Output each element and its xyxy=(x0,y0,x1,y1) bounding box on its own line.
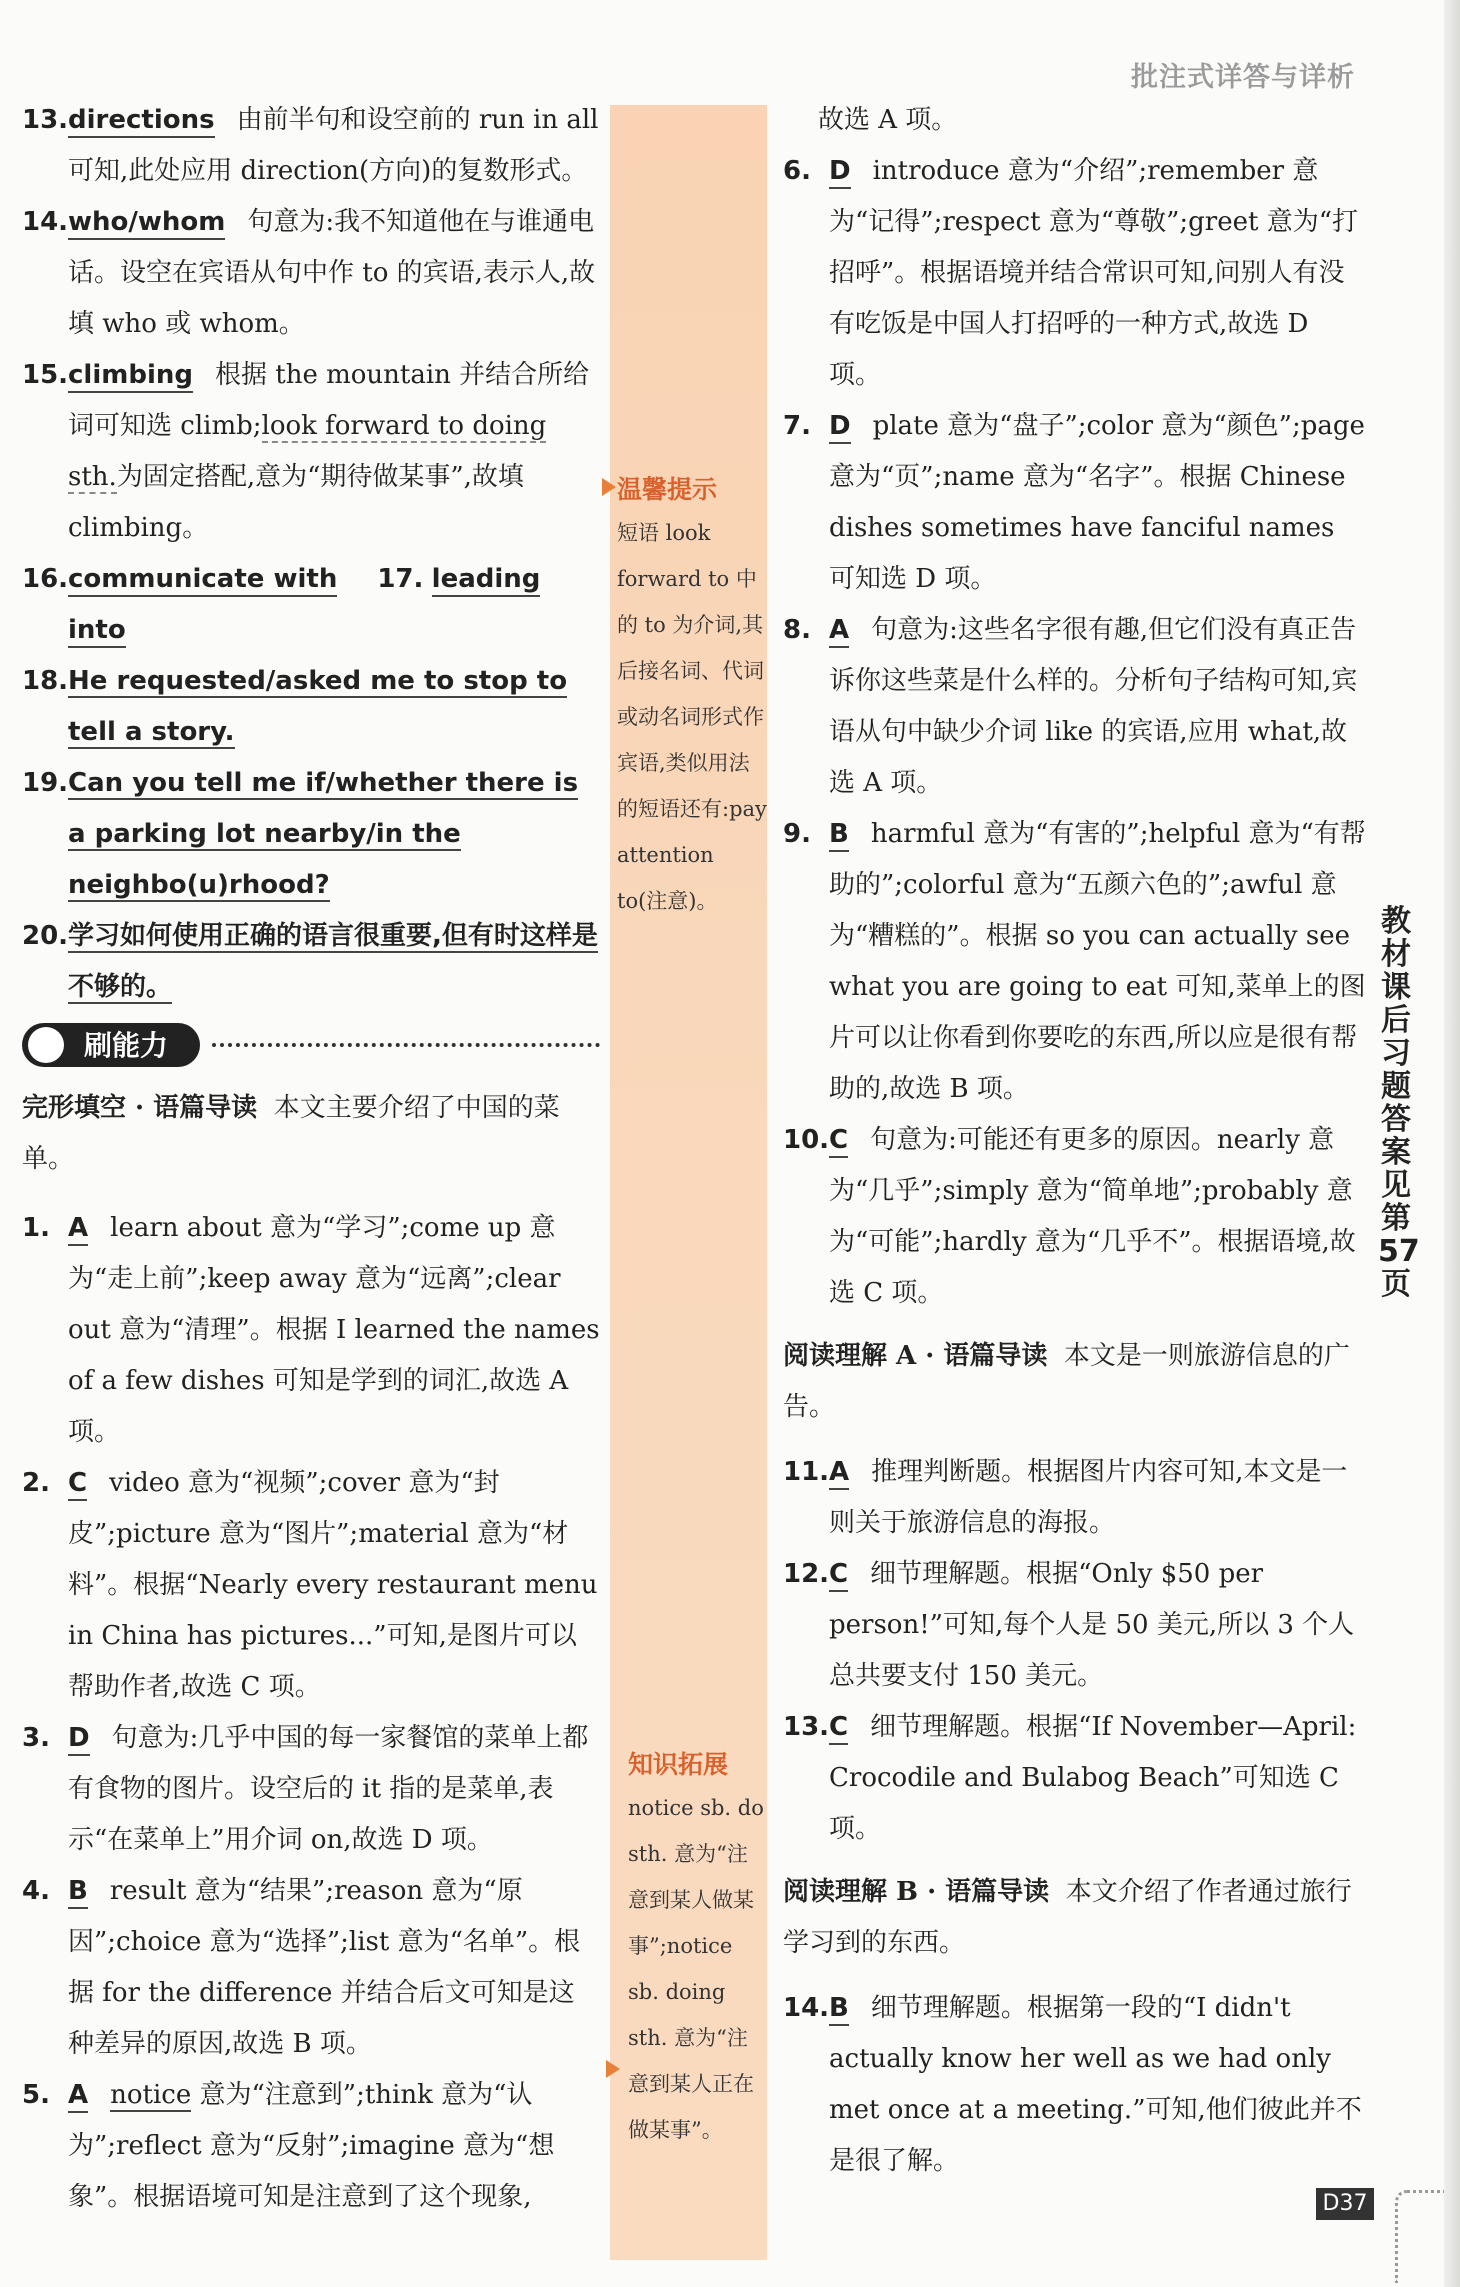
page-edge xyxy=(1444,0,1460,2287)
cloze-intro: 完形填空 · 语篇导读 本文主要介绍了中国的菜单。 xyxy=(22,1093,560,1174)
extension-text: notice sb. do sth. 意为“注意到某人做某事”;notice sb. doing sth. 意为“注意到某人正在做某事”。 xyxy=(628,1796,764,2142)
reading-12: 12. C 细节理解题。根据“Only $50 per person!”可知,每个人是 50 美元,所以 3 个人总共要支付 150 美元。 xyxy=(783,1559,1355,1691)
cloze-8: 8. A 句意为:这些名字很有趣,但它们没有真正告诉你这些菜是什么样的。分析句子结构可知,宾语从句中缺少介词 like 的宾语,应用 what,故选 A 项。 xyxy=(783,615,1358,798)
phrase-highlight: look forward to doing sth. xyxy=(68,411,547,492)
side-tab-label: 教材课后习题答案见第57页 xyxy=(1378,904,1420,1302)
cloze-3: 3. D 句意为:几乎中国的每一家餐馆的菜单上都有食物的图片。设空后的 it 指的是菜单,表示“在菜单上”用介词 on,故选 D 项。 xyxy=(22,1723,589,1855)
answer-key: C xyxy=(829,1559,848,1592)
answer-key: C xyxy=(68,1468,87,1501)
reading-b-intro: 阅读理解 B · 语篇导读 本文介绍了作者通过旅行学习到的东西。 xyxy=(783,1877,1352,1958)
answer-key: D xyxy=(829,411,851,444)
cloze-6: 6. D introduce 意为“介绍”;remember 意为“记得”;respect 意为“尊敬”;greet 意为“打招呼”。根据语境并结合常识可知,问别人有没有吃饭是中国人打招呼的一种方式,故选 D 项。 xyxy=(783,156,1359,390)
cloze-2: 2. C video 意为“视频”;cover 意为“封皮”;picture 意为“图片”;material 意为“材料”。根据“Nearly every restaurant menu in China has pictures...”可知,是图片可以帮助作者,故选 C 项。 xyxy=(22,1468,598,1702)
answer-key: directions xyxy=(68,105,215,138)
cloze-10: 10. C 句意为:可能还有更多的原因。nearly 意为“几乎”;simply 意为“简单地”;probably 意为“可能”;hardly 意为“几乎不”。根据语境,故选 C 项。 xyxy=(783,1125,1356,1308)
arrow-icon xyxy=(602,478,616,496)
brush-icon xyxy=(28,1027,64,1063)
explanation: result 意为“结果”;reason 意为“原因”;choice 意为“选择”;list 意为“名单”。根据 for the difference 并结合后文可知是这种差异的原因,故选 B 项。 xyxy=(68,1876,581,2059)
answer-key: B xyxy=(68,1876,88,1909)
explanation: introduce 意为“介绍”;remember 意为“记得”;respect 意为“尊敬”;greet 意为“打招呼”。根据语境并结合常识可知,问别人有没有吃饭是中国人打招呼的一种方式,故选 D 项。 xyxy=(829,156,1359,390)
answer-key: D xyxy=(829,156,851,189)
answer-key: He requested/asked me to stop to tell a story. xyxy=(68,666,568,747)
page-header: 批注式详答与详析 xyxy=(1131,62,1355,93)
answer-key: D xyxy=(68,1723,90,1756)
reading-14: 14. B 细节理解题。根据第一段的“I didn't actually know her well as we had only met once at a meeting.”可知,他们彼此并不是很了解。 xyxy=(783,1993,1362,2176)
explanation: video 意为“视频”;cover 意为“封皮”;picture 意为“图片”;material 意为“材料”。根据“Nearly every restaurant menu in China has pictures...”可知,是图片可以帮助作者,故选 C 项。 xyxy=(68,1468,598,1702)
answer-key: C xyxy=(829,1125,848,1158)
cloze-7: 7. D plate 意为“盘子”;color 意为“颜色”;page 意为“页”;name 意为“名字”。根据 Chinese dishes sometimes have fanciful names 可知选 D 项。 xyxy=(783,411,1365,594)
left-column xyxy=(22,95,600,2223)
answer-key: C xyxy=(829,1712,848,1745)
answer-key: climbing xyxy=(68,360,193,393)
explanation: 推理判断题。根据图片内容可知,本文是一则关于旅游信息的海报。 xyxy=(829,1457,1348,1538)
answer-19: 19. Can you tell me if/whether there is a parking lot nearby/in the neighbo(u)rhood? xyxy=(22,768,579,900)
answer-key: 学习如何使用正确的语言很重要,但有时这样是不够的。 xyxy=(68,921,598,1002)
reading-11: 11. A 推理判断题。根据图片内容可知,本文是一则关于旅游信息的海报。 xyxy=(783,1457,1348,1538)
reading-13: 13. C 细节理解题。根据“If November—April: Crocodile and Bulabog Beach”可知选 C 项。 xyxy=(783,1712,1357,1844)
cloze-4: 4. B result 意为“结果”;reason 意为“原因”;choice 意为“选择”;list 意为“名单”。根据 for the difference 并结合后文可知是这种差异的原因,故选 B 项。 xyxy=(22,1876,581,2059)
explanation: 意为“注意到”;think 意为“认为”;reflect 意为“反射”;imagine 意为“想象”。根据语境可知是注意到了这个现象, xyxy=(68,2080,555,2212)
answer-15: 15. climbing 根据 the mountain 并结合所给词可知选 climb;look forward to doing sth.为固定搭配,意为“期待做某事”,故填 climbing。 xyxy=(22,360,590,543)
explanation: 句意为:几乎中国的每一家餐馆的菜单上都有食物的图片。设空后的 it 指的是菜单,表示“在菜单上”用介词 on,故选 D 项。 xyxy=(68,1723,589,1855)
explanation: 句意为:可能还有更多的原因。nearly 意为“几乎”;simply 意为“简单地”;probably 意为“可能”;hardly 意为“几乎不”。根据语境,故选 C 项。 xyxy=(829,1125,1356,1308)
answer-16-17: 16. communicate with 17. leading into xyxy=(22,554,600,656)
cloze-5: 5. A notice 意为“注意到”;think 意为“认为”;reflect 意为“反射”;imagine 意为“想象”。根据语境可知是注意到了这个现象, xyxy=(22,2080,555,2212)
answer-key: who/whom xyxy=(68,207,225,240)
extension-box xyxy=(628,1745,768,2153)
explanation: plate 意为“盘子”;color 意为“颜色”;page 意为“页”;name 意为“名字”。根据 Chinese dishes sometimes have fanciful names 可知选 D 项。 xyxy=(829,411,1365,594)
explanation: 句意为:我不知道他在与谁通电话。设空在宾语从句中作 to 的宾语,表示人,故填 who 或 whom。 xyxy=(68,207,596,339)
tip-box xyxy=(617,470,767,924)
answer-key: A xyxy=(68,2080,88,2113)
dotted-divider xyxy=(212,1043,600,1047)
explanation: harmful 意为“有害的”;helpful 意为“有帮助的”;colorful 意为“五颜六色的”;awful 意为“糟糕的”。根据 so you can actually see what you are going to eat 可知,菜单上的图片可以让你看到你要吃的东西,所以应是很有帮助的,故选 B 项。 xyxy=(829,819,1366,1104)
answer-key: A xyxy=(829,615,849,648)
brush-ability-banner: 刷能力 xyxy=(22,1017,600,1075)
answer-key: B xyxy=(829,1993,849,2026)
explanation: learn about 意为“学习”;come up 意为“走上前”;keep away 意为“远离”;clear out 意为“清理”。根据 I learned the names of a few dishes 可知是学到的词汇,故选 A 项。 xyxy=(68,1213,600,1447)
answer-key: Can you tell me if/whether there is a parking lot nearby/in the neighbo(u)rhood? xyxy=(68,768,579,900)
page-number: D37 xyxy=(1316,2188,1374,2220)
answer-key: leading into xyxy=(68,564,540,648)
arrow-icon xyxy=(606,2060,620,2078)
explanation: 细节理解题。根据第一段的“I didn't actually know her well as we had only met once at a meeting.”可知,他们彼此并不是很了解。 xyxy=(829,1993,1362,2176)
answer-key: B xyxy=(829,819,849,852)
tip-text: 短语 look forward to 中的 to 为介词,其后接名词、代词或动名词形式作宾语,类似用法的短语还有:pay attention to(注意)。 xyxy=(617,521,767,913)
extension-heading: 知识拓展 xyxy=(628,1750,729,1779)
answer-key: communicate with xyxy=(68,564,337,597)
explanation: 细节理解题。根据“Only $50 per person!”可知,每个人是 50 美元,所以 3 个人总共要支付 150 美元。 xyxy=(829,1559,1355,1691)
explanation: 细节理解题。根据“If November—April: Crocodile and Bulabog Beach”可知选 C 项。 xyxy=(829,1712,1357,1844)
cloze-5-continued: 故选 A 项。 xyxy=(818,105,958,135)
cloze-9: 9. B harmful 意为“有害的”;helpful 意为“有帮助的”;colorful 意为“五颜六色的”;awful 意为“糟糕的”。根据 so you can actually see what you are going to eat 可知,菜单上的图片可以让你看到你要吃的东西,所以应是很有帮助的,故选 B 项。 xyxy=(783,819,1366,1104)
reading-a-intro: 阅读理解 A · 语篇导读 本文是一则旅游信息的广告。 xyxy=(783,1341,1350,1422)
right-column xyxy=(783,95,1368,2187)
explanation: 句意为:这些名字很有趣,但它们没有真正告诉你这些菜是什么样的。分析句子结构可知,宾语从句中缺少介词 like 的宾语,应用 what,故选 A 项。 xyxy=(829,615,1358,798)
answer-18: 18. He requested/asked me to stop to tell a story. xyxy=(22,666,568,747)
answer-key: A xyxy=(68,1213,88,1246)
answer-13: 13. directions 由前半句和设空前的 run in all 可知,此处应用 direction(方向)的复数形式。 xyxy=(22,105,599,186)
answer-20: 20. 学习如何使用正确的语言很重要,但有时这样是不够的。 xyxy=(22,921,598,1002)
cloze-1: 1. A learn about 意为“学习”;come up 意为“走上前”;keep away 意为“远离”;clear out 意为“清理”。根据 I learned the names of a few dishes 可知是学到的词汇,故选 A 项。 xyxy=(22,1213,600,1447)
explanation: 由前半句和设空前的 run in all 可知,此处应用 direction(方向)的复数形式。 xyxy=(68,105,599,186)
answer-14: 14. who/whom 句意为:我不知道他在与谁通电话。设空在宾语从句中作 to 的宾语,表示人,故填 who 或 whom。 xyxy=(22,207,596,339)
answer-key: A xyxy=(829,1457,849,1490)
tip-heading: 温馨提示 xyxy=(617,475,718,504)
